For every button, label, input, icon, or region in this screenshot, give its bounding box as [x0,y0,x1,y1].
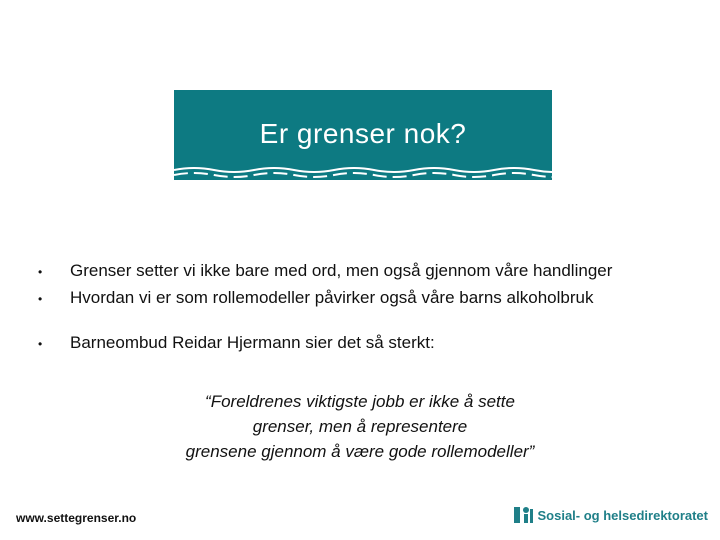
bullet-text: Hvordan vi er som rollemodeller påvirker også våre barns alkoholbruk [70,288,594,307]
bullet-list [38,258,698,357]
quote-line: grenser, men å representere [252,417,468,436]
bullet-text: Barneombud Reidar Hjermann sier det så sterkt: [70,333,435,352]
footer-url[interactable]: www.settegrenser.no [16,511,137,525]
quote-line: grensene gjennom å være gode rollemodeller” [185,442,535,461]
list-item [38,285,698,312]
list-item [38,330,698,357]
slide-title: Er grenser nok? [259,118,467,149]
logo-icon [514,506,534,524]
wave-decoration [174,166,552,180]
title-banner [174,90,552,180]
bullet-marker: • [38,265,43,279]
logo-text: Sosial- og helsedirektoratet [537,507,708,523]
quote-block [150,389,570,464]
list-item [38,258,698,285]
bullet-marker: • [38,337,43,351]
bullet-marker: • [38,292,43,306]
bullet-text: Grenser setter vi ikke bare med ord, men også gjennom våre handlinger [70,261,613,280]
organization-logo [514,506,709,524]
quote-line: “Foreldrenes viktigste jobb er ikke å sette [205,392,515,411]
